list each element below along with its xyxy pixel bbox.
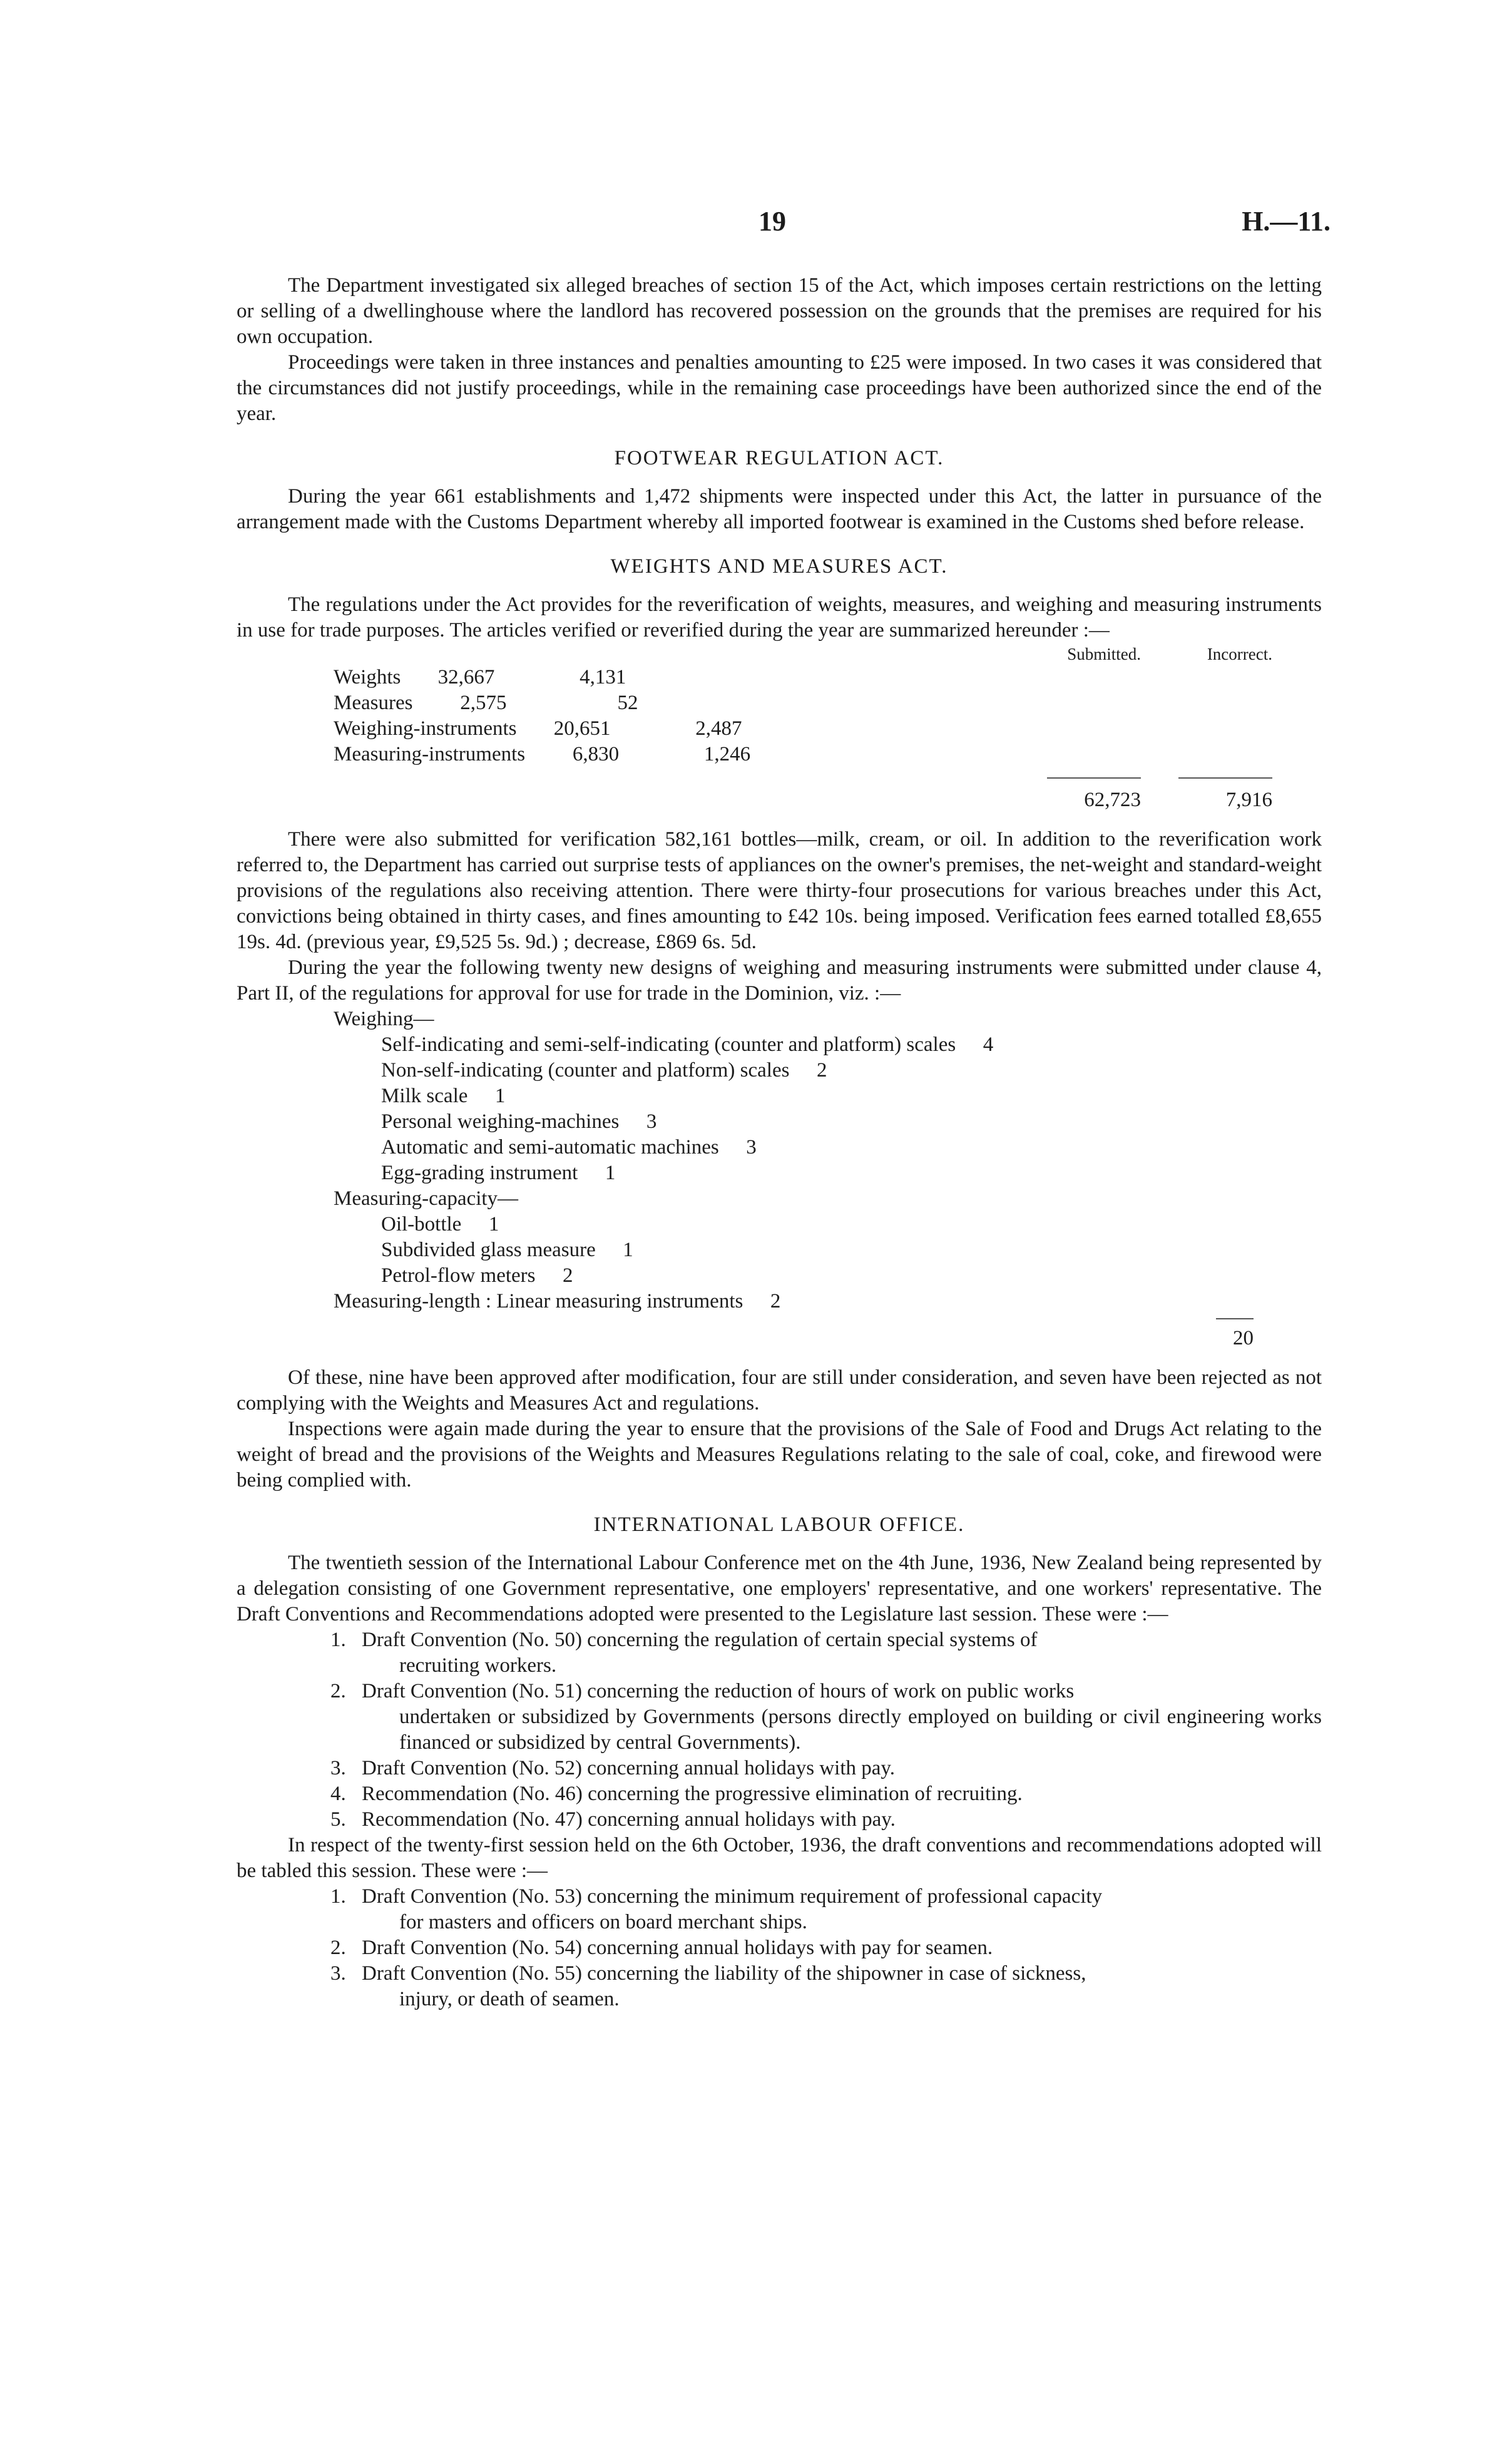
row-label: Weights	[334, 666, 401, 688]
list-item: Subdivided glass measure 1	[381, 1239, 633, 1261]
verification-table	[334, 643, 1272, 813]
col-incorrect: Incorrect.	[1207, 645, 1272, 663]
table-total	[334, 777, 1272, 813]
weighing-heading: Weighing—	[334, 1008, 434, 1030]
row-submitted: 32,667	[437, 666, 495, 688]
row-label: Measures	[334, 692, 413, 714]
row-label: Weighing-instruments	[334, 717, 517, 740]
row-submitted: 2,575	[460, 692, 507, 714]
row-label: Measuring-instruments	[334, 743, 526, 765]
ilo-list-1	[237, 1627, 1322, 1833]
list-item: Oil-bottle 1	[381, 1213, 499, 1236]
list-item: 3. Draft Convention (No. 55) concerning the liability of the shipowner in case of sickness, injury, or death of seamen.	[330, 1962, 1086, 2010]
page-number: 19	[759, 206, 786, 237]
col-submitted: Submitted.	[1067, 645, 1141, 663]
list-item: 1. Draft Convention (No. 53) concerning the minimum requirement of professional capacity for masters and officers on board merchant ships.	[330, 1885, 1103, 1933]
total-submitted: 62,723	[1047, 777, 1141, 813]
row-incorrect: 2,487	[695, 717, 742, 740]
weights-paragraph-5: Inspections were again made during the year to ensure that the provisions of the Sale of Food and Drugs Act relating to the weight of bread and the provisions of the Weights and Measures Regulations relating to the sale of coal, coke, and firewood were being complied with.	[237, 1418, 1322, 1492]
ilo-paragraph-1: The twentieth session of the International Labour Conference met on the 4th June, 1936, New Zealand being represented by a delegation consisting of one Government representative, one employers' representative, and one workers' representative. The Draft Conventions and Recommendations adopted were presented to the Legislature last session. These were :—	[237, 1552, 1322, 1625]
row-submitted: 6,830	[572, 743, 620, 765]
list-item: Personal weighing-machines 3	[381, 1110, 657, 1133]
list-item: 3. Draft Convention (No. 52) concerning annual holidays with pay.	[330, 1757, 895, 1779]
row-incorrect: 52	[617, 692, 638, 714]
page-content	[237, 273, 1322, 2012]
list-item: Automatic and semi-automatic machines 3	[381, 1136, 757, 1159]
list-item: Egg-grading instrument 1	[381, 1162, 616, 1184]
document-reference: H.—11.	[1242, 206, 1331, 237]
table-header	[334, 643, 1272, 665]
list-item: 5. Recommendation (No. 47) concerning annual holidays with pay.	[330, 1808, 896, 1831]
list-item: 2. Draft Convention (No. 54) concerning annual holidays with pay for seamen.	[330, 1937, 993, 1959]
weights-paragraph-3: During the year the following twenty new designs of weighing and measuring instruments were submitted under clause 4, Part II, of the regulations for approval for use for trade in the Dominion, viz. :—	[237, 956, 1322, 1005]
ilo-paragraph-2: In respect of the twenty-first session held on the 6th October, 1936, the draft conventions and recommendations adopted will be tabled this session. These were :—	[237, 1834, 1322, 1882]
list-item: Non-self-indicating (counter and platform) scales 2	[381, 1059, 827, 1082]
table-row	[334, 716, 1272, 742]
weights-intro: The regulations under the Act provides for the reverification of weights, measures, and weighing and measuring instruments in use for trade purposes. The articles verified or reverified during the year are summarized hereunder :—	[237, 593, 1322, 642]
footwear-paragraph: During the year 661 establishments and 1,472 shipments were inspected under this Act, the latter in pursuance of the arrangement made with the Customs Department whereby all imported footwear is examined in the Customs shed before release.	[237, 485, 1322, 533]
total-incorrect: 7,916	[1178, 777, 1272, 813]
list-item: 2. Draft Convention (No. 51) concerning the reduction of hours of work on public works undertaken or subsidized by Governments (persons directly employed on building or civil engineering works financed or subsidized by central Governments).	[330, 1680, 1322, 1754]
length-row: Measuring-length : Linear measuring instruments 2	[334, 1290, 781, 1313]
weights-heading: WEIGHTS AND MEASURES ACT.	[610, 555, 948, 578]
weights-paragraph-2: There were also submitted for verification 582,161 bottles—milk, cream, or oil. In addition to the reverification work referred to, the Department has carried out surprise tests of appliances on the owner's premises, the net-weight and standard-weight provisions of the regulations also receiving attention. There were thirty-four prosecutions for various breaches under this Act, convictions being obtained in thirty cases, and fines amounting to £42 10s. being imposed. Verification fees earned totalled £8,655 19s. 4d. (previous year, £9,525 5s. 9d.) ; decrease, £869 6s. 5d.	[237, 828, 1322, 953]
weights-paragraph-4: Of these, nine have been approved after modification, four are still under consideration, and seven have been rejected as not complying with the Weights and Measures Act and regulations.	[237, 1366, 1322, 1415]
table-row	[334, 690, 1272, 716]
designs-total: 20	[334, 1314, 1254, 1351]
ilo-heading: INTERNATIONAL LABOUR OFFICE.	[593, 1513, 965, 1536]
list-item: Milk scale 1	[381, 1085, 506, 1107]
table-row	[334, 665, 1272, 690]
table-row	[334, 742, 1272, 767]
list-item: 4. Recommendation (No. 46) concerning the progressive elimination of recruiting.	[330, 1783, 1023, 1805]
row-incorrect: 1,246	[703, 743, 751, 765]
designs-list	[334, 1006, 1254, 1351]
intro-paragraph-2: Proceedings were taken in three instances and penalties amounting to £25 were imposed. In two cases it was considered that the circumstances did not justify proceedings, while in the remaining case proceedings have been authorized since the end of the year.	[237, 351, 1322, 425]
row-submitted: 20,651	[553, 717, 611, 740]
row-incorrect: 4,131	[580, 666, 626, 688]
list-item: 1. Draft Convention (No. 50) concerning the regulation of certain special systems of recruiting workers.	[330, 1629, 1038, 1677]
intro-paragraph-1: The Department investigated six alleged breaches of section 15 of the Act, which imposes certain restrictions on the letting or selling of a dwellinghouse where the landlord has recovered possession on the grounds that the premises are required for his own occupation.	[237, 274, 1322, 348]
footwear-heading: FOOTWEAR REGULATION ACT.	[614, 447, 944, 469]
capacity-heading: Measuring-capacity—	[334, 1187, 519, 1210]
list-item: Petrol-flow meters 2	[381, 1264, 573, 1287]
list-item: Self-indicating and semi-self-indicating (counter and platform) scales 4	[381, 1033, 994, 1056]
ilo-list-2	[237, 1884, 1322, 2012]
